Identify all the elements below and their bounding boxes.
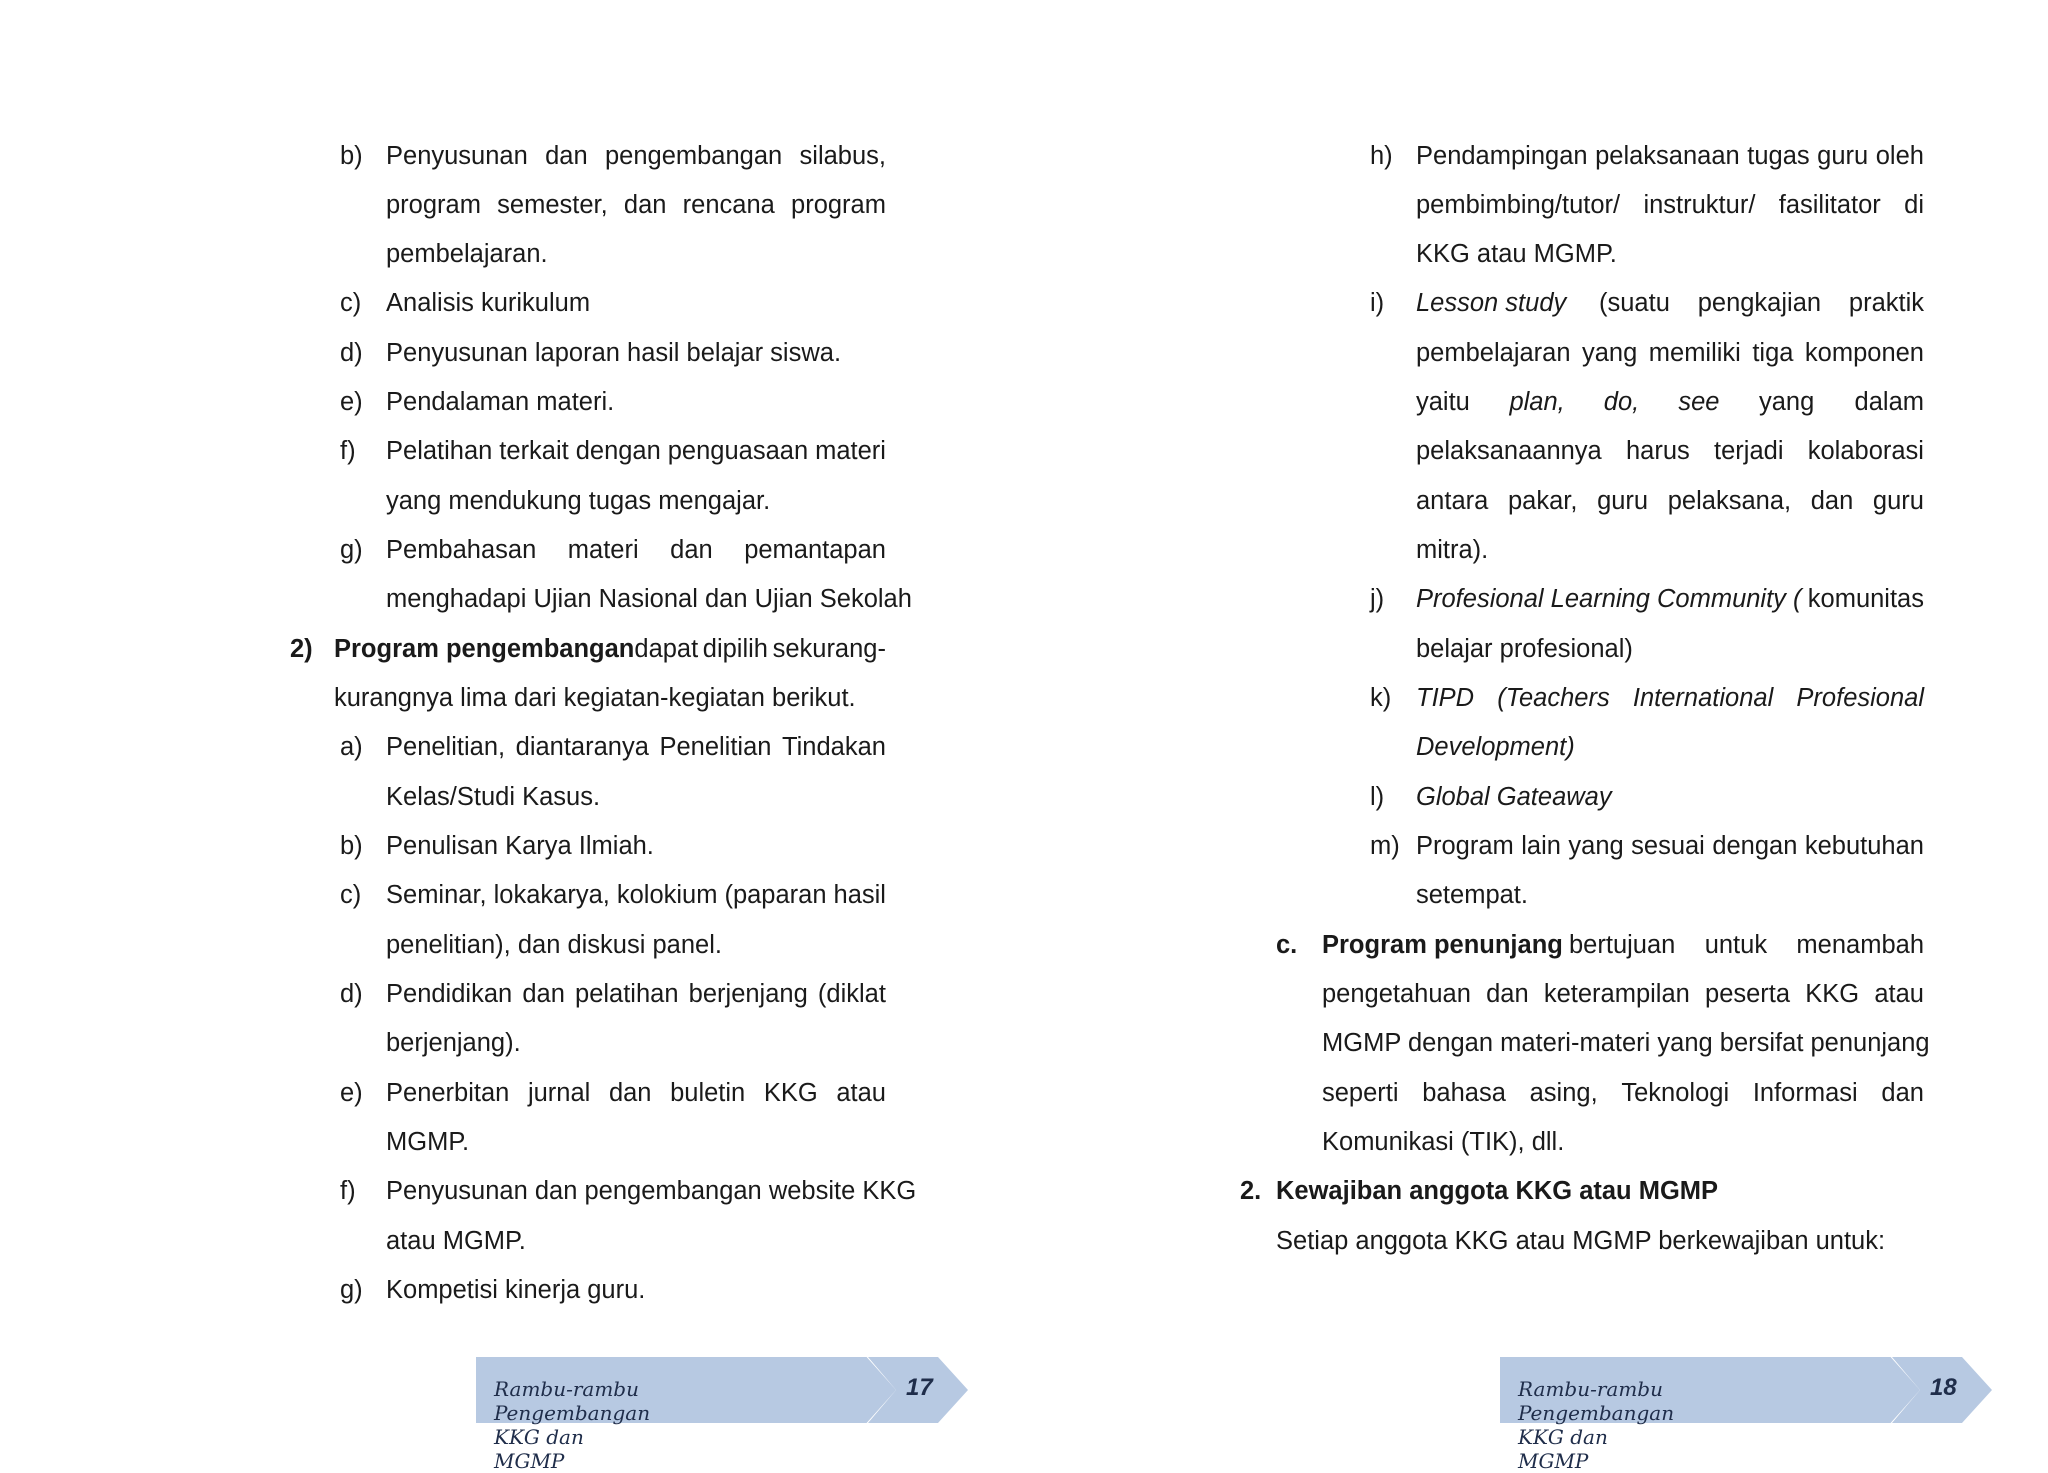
italic-term: Lesson study <box>1416 289 1567 317</box>
list-marker: b) <box>340 142 363 170</box>
list-item-word: yaitu <box>1416 388 1470 416</box>
word: TIPD <box>1416 684 1475 712</box>
list-marker: f) <box>340 1177 356 1205</box>
word: instruktur/ <box>1643 191 1756 219</box>
list-item-text: yang mendukung tugas mengajar. <box>386 487 771 515</box>
list-item-text: MGMP. <box>386 1128 470 1156</box>
word: Penyusunan <box>386 142 528 170</box>
word: diantaranya <box>515 733 649 761</box>
list-marker: k) <box>1370 684 1392 712</box>
list-item-text <box>1416 436 1924 466</box>
word: dan <box>623 191 667 219</box>
word: pengetahuan <box>1322 980 1471 1008</box>
list-marker: e) <box>340 388 363 416</box>
word: dan <box>522 980 565 1008</box>
section-heading: Program pengembangan <box>334 635 635 663</box>
word: antara <box>1416 487 1489 515</box>
word: dan <box>1486 980 1529 1008</box>
word: yang <box>1759 388 1815 416</box>
word: terkait <box>499 437 569 465</box>
word: materi <box>567 536 639 564</box>
list-item-text: menghadapi Ujian Nasional dan Ujian Sekolah <box>386 585 912 613</box>
section-marker: c. <box>1276 931 1298 959</box>
word: materi <box>815 437 886 465</box>
word: komponen <box>1804 339 1924 367</box>
word: pelatihan <box>575 980 679 1008</box>
section-text: Komunikasi (TIK), dll. <box>1322 1128 1565 1156</box>
word: bertujuan <box>1569 931 1676 959</box>
word: peserta <box>1705 980 1791 1008</box>
list-item-text: Analisis kurikulum <box>386 289 591 317</box>
word: kolaborasi <box>1807 437 1924 465</box>
list-marker: g) <box>340 536 363 564</box>
page-number: 17 <box>906 1374 933 1401</box>
list-marker: i) <box>1370 289 1385 317</box>
list-item-text: Penulisan Karya Ilmiah. <box>386 832 654 860</box>
list-item-text: belajar profesional) <box>1416 635 1633 663</box>
word: dalam <box>1854 388 1924 416</box>
list-item-text <box>386 141 886 171</box>
word: sesuai <box>1631 832 1705 860</box>
word: Pembahasan <box>386 536 537 564</box>
list-item-text: Global Gateaway <box>1416 783 1612 811</box>
word: dan <box>1881 1079 1924 1107</box>
word: pengkajian <box>1697 289 1822 317</box>
word: (paparan <box>724 881 827 909</box>
list-item-text <box>1416 288 1924 318</box>
word: asing, <box>1529 1079 1598 1107</box>
word: keterampilan <box>1543 980 1690 1008</box>
word: pelaksanaannya <box>1416 437 1602 465</box>
list-item-text: Kelas/Studi Kasus. <box>386 783 601 811</box>
word: fasilitator <box>1778 191 1881 219</box>
word: dan <box>670 536 713 564</box>
word: pelaksanaan <box>1595 142 1740 170</box>
word: Seminar, <box>386 881 487 909</box>
word: pakar, <box>1507 487 1578 515</box>
section-text: kurangnya lima dari kegiatan-kegiatan berikut. <box>334 684 856 712</box>
list-marker: d) <box>340 980 363 1008</box>
word: rencana <box>682 191 775 219</box>
word: (suatu <box>1599 289 1670 317</box>
word: bahasa <box>1422 1079 1506 1107</box>
list-item-text: mitra). <box>1416 536 1489 564</box>
list-item-text: Development) <box>1416 733 1575 761</box>
section-heading-rest <box>634 634 886 664</box>
word: memiliki <box>1648 339 1741 367</box>
section-heading-line <box>334 634 886 664</box>
list-item-text <box>1416 584 1924 614</box>
word: Profesional <box>1796 684 1924 712</box>
word: guru <box>1872 487 1924 515</box>
list-marker: j) <box>1370 585 1385 613</box>
word: yang <box>1568 832 1624 860</box>
word: Program <box>1416 832 1514 860</box>
list-marker: c) <box>340 289 362 317</box>
word: KKG <box>763 1079 818 1107</box>
word: jurnal <box>527 1079 591 1107</box>
word: Pendampingan <box>1416 142 1588 170</box>
word: guru <box>1817 142 1869 170</box>
word: silabus, <box>799 142 886 170</box>
list-item-rest <box>1599 288 1924 318</box>
section-heading: Kewajiban anggota KKG atau MGMP <box>1276 1177 1719 1205</box>
word: Penelitian <box>659 733 772 761</box>
word: kebutuhan <box>1804 832 1924 860</box>
word: lokakarya, <box>493 881 610 909</box>
word: pembimbing/tutor/ <box>1416 191 1621 219</box>
list-item-text: Penyusunan dan pengembangan website KKG <box>386 1177 917 1205</box>
section-text <box>1322 979 1924 1009</box>
word: praktik <box>1848 289 1924 317</box>
word: Pendidikan <box>386 980 513 1008</box>
list-item-text <box>1416 683 1924 713</box>
list-marker: m) <box>1370 832 1400 860</box>
list-marker: d) <box>340 339 363 367</box>
word: Informasi <box>1752 1079 1858 1107</box>
section-marker: 2) <box>290 635 313 663</box>
word: untuk <box>1704 931 1768 959</box>
section-heading-line <box>1322 930 1924 960</box>
word: Tindakan <box>782 733 886 761</box>
list-item-text <box>1416 387 1924 417</box>
word: sekurang- <box>772 635 886 663</box>
word: dan <box>545 142 588 170</box>
word: atau <box>1874 980 1924 1008</box>
word: kolokium <box>616 881 718 909</box>
list-item-text <box>1416 190 1924 220</box>
list-item-text <box>1416 486 1924 516</box>
list-marker: b) <box>340 832 363 860</box>
section-marker: 2. <box>1240 1177 1262 1205</box>
word: dan <box>1810 487 1854 515</box>
word: program <box>386 191 481 219</box>
list-item-text: penelitian), dan diskusi panel. <box>386 931 722 959</box>
list-item-rest: komunitas <box>1807 585 1924 613</box>
section-heading: Program penunjang <box>1322 931 1563 959</box>
list-item-text <box>386 732 886 762</box>
list-item-text <box>1416 338 1924 368</box>
word: penguasaan <box>667 437 809 465</box>
list-item-text <box>386 1078 886 1108</box>
list-item-text: setempat. <box>1416 881 1528 909</box>
list-item-text: Pendalaman materi. <box>386 388 615 416</box>
word: plan, <box>1509 388 1565 416</box>
list-marker: c) <box>340 881 362 909</box>
word: atau <box>836 1079 886 1107</box>
word: do, <box>1603 388 1640 416</box>
word: pemantapan <box>744 536 886 564</box>
list-item-text <box>1416 831 1924 861</box>
word: International <box>1632 684 1774 712</box>
word: tiga <box>1752 339 1794 367</box>
word: guru <box>1597 487 1649 515</box>
word: menambah <box>1796 931 1924 959</box>
page-number: 18 <box>1930 1374 1957 1401</box>
word: pengembangan <box>604 142 783 170</box>
word: dan <box>608 1079 652 1107</box>
list-item-text <box>386 436 886 466</box>
word: pelaksana, <box>1667 487 1792 515</box>
word: dapat <box>634 635 699 663</box>
list-marker: e) <box>340 1079 363 1107</box>
list-item-text: Penyusunan laporan hasil belajar siswa. <box>386 339 842 367</box>
list-marker: h) <box>1370 142 1393 170</box>
word: harus <box>1625 437 1690 465</box>
list-item-text <box>386 535 886 565</box>
list-marker: f) <box>340 437 356 465</box>
word: tugas <box>1747 142 1810 170</box>
list-marker: l) <box>1370 783 1385 811</box>
word: (diklat <box>817 980 886 1008</box>
list-item-text: berjenjang). <box>386 1029 521 1057</box>
word: dengan <box>575 437 661 465</box>
list-item-text <box>386 190 886 220</box>
list-marker: g) <box>340 1276 363 1304</box>
footer-title: Rambu-rambu Pengembangan KKG dan MGMP <box>1518 1377 1675 1473</box>
word: Penerbitan <box>386 1079 510 1107</box>
list-item-text: pembelajaran. <box>386 240 548 268</box>
list-item-text: Kompetisi kinerja guru. <box>386 1276 646 1304</box>
word: pembelajaran <box>1416 339 1571 367</box>
list-item-text: KKG atau MGMP. <box>1416 240 1617 268</box>
word: Penelitian, <box>386 733 506 761</box>
list-item-text <box>386 979 886 1009</box>
footer-title: Rambu-rambu Pengembangan KKG dan MGMP <box>494 1377 651 1473</box>
word: di <box>1904 191 1924 219</box>
word: KKG <box>1805 980 1860 1008</box>
section-text <box>1322 1078 1924 1108</box>
word: Teknologi <box>1621 1079 1730 1107</box>
word: semester, <box>497 191 608 219</box>
word: see <box>1678 388 1720 416</box>
list-item-text <box>1416 141 1924 171</box>
word: berjenjang <box>688 980 808 1008</box>
word: lain <box>1521 832 1561 860</box>
section-text: Setiap anggota KKG atau MGMP berkewajiban untuk: <box>1276 1227 1886 1255</box>
word: program <box>791 191 886 219</box>
word: Pelatihan <box>386 437 493 465</box>
right-page <box>1024 0 2048 1473</box>
list-item-text <box>386 880 886 910</box>
word: seperti <box>1322 1079 1399 1107</box>
word: terjadi <box>1714 437 1784 465</box>
section-text: MGMP dengan materi-materi yang bersifat penunjang <box>1322 1029 1930 1057</box>
list-item-text: atau MGMP. <box>386 1227 526 1255</box>
word: dengan <box>1712 832 1798 860</box>
italic-terms <box>1509 387 1719 417</box>
word: oleh <box>1875 142 1924 170</box>
word: buletin <box>670 1079 746 1107</box>
word: hasil <box>833 881 886 909</box>
list-marker: a) <box>340 733 363 761</box>
word: yang <box>1582 339 1638 367</box>
italic-term: Profesional Learning Community ( <box>1416 585 1802 613</box>
word: dipilih <box>702 635 768 663</box>
word: (Teachers <box>1497 684 1610 712</box>
section-heading-rest <box>1569 930 1924 960</box>
list-item-rest <box>1759 387 1924 417</box>
